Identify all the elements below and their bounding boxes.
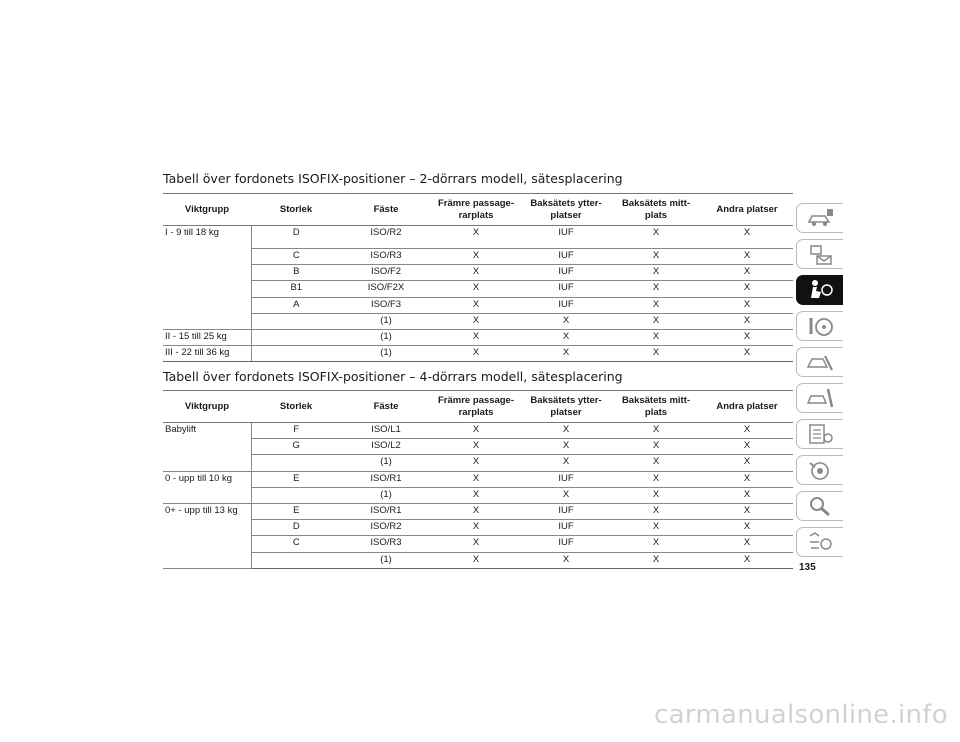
cell-rear-outboard: IUF <box>521 226 611 249</box>
chapter-tabs <box>796 203 844 563</box>
cell-fixture: ISO/F2 <box>341 265 431 281</box>
cell-size: E <box>251 503 341 519</box>
table-row <box>163 439 793 455</box>
chapter-tab[interactable] <box>796 203 843 233</box>
cell-fixture: ISO/R2 <box>341 226 431 249</box>
cell-rear-outboard: X <box>521 439 611 455</box>
cell-front-passenger: X <box>431 313 521 329</box>
cell-rear-center: X <box>611 455 701 471</box>
cell-front-passenger: X <box>431 423 521 439</box>
table2-title: Tabell över fordonets ISOFIX-positioner – 4-dörrars modell, sätesplacering <box>163 369 623 384</box>
header-rear-outboard: Baksätets ytter-platser <box>521 391 611 423</box>
table-header-row <box>163 391 793 423</box>
specifications-list-icon <box>805 422 835 446</box>
cell-front-passenger: X <box>431 346 521 362</box>
cell-size: A <box>251 297 341 313</box>
header-front-passenger: Främre passage-rarplats <box>431 391 521 423</box>
header-size: Storlek <box>251 194 341 226</box>
cell-size: F <box>251 423 341 439</box>
table-row <box>163 281 793 297</box>
page-number: 135 <box>799 562 816 573</box>
table-row <box>163 455 793 471</box>
cell-rear-outboard: IUF <box>521 297 611 313</box>
chapter-tab-active[interactable] <box>796 275 843 305</box>
car-service-icon <box>805 386 835 410</box>
cell-other-seats: X <box>701 249 793 265</box>
cell-rear-center: X <box>611 265 701 281</box>
car-crash-icon <box>805 350 835 374</box>
cell-front-passenger: X <box>431 329 521 345</box>
cell-fixture: (1) <box>341 329 431 345</box>
cell-fixture: ISO/R1 <box>341 471 431 487</box>
language-index-icon <box>805 530 835 554</box>
header-weight-group: Viktgrupp <box>163 391 251 423</box>
cell-front-passenger: X <box>431 536 521 552</box>
cell-rear-center: X <box>611 297 701 313</box>
cell-rear-center: X <box>611 439 701 455</box>
cell-fixture: ISO/R1 <box>341 503 431 519</box>
cell-weight-group: 0+ - upp till 13 kg <box>163 503 251 568</box>
header-weight-group: Viktgrupp <box>163 194 251 226</box>
header-front-passenger: Främre passage-rarplats <box>431 194 521 226</box>
chapter-tab[interactable] <box>796 311 843 341</box>
cell-rear-outboard: IUF <box>521 503 611 519</box>
cell-rear-center: X <box>611 329 701 345</box>
cell-other-seats: X <box>701 329 793 345</box>
cell-fixture: ISO/L1 <box>341 423 431 439</box>
table-row <box>163 313 793 329</box>
cell-fixture: ISO/F3 <box>341 297 431 313</box>
cell-front-passenger: X <box>431 487 521 503</box>
table1-title: Tabell över fordonets ISOFIX-positioner – 2-dörrars modell, sätesplacering <box>163 171 623 186</box>
cell-rear-center: X <box>611 503 701 519</box>
cell-front-passenger: X <box>431 281 521 297</box>
airbag-seat-icon <box>805 278 835 302</box>
cell-rear-outboard: X <box>521 455 611 471</box>
cell-rear-outboard: IUF <box>521 471 611 487</box>
cell-other-seats: X <box>701 471 793 487</box>
cell-size: E <box>251 471 341 487</box>
cell-rear-center: X <box>611 313 701 329</box>
cell-size <box>251 346 341 362</box>
chapter-tab[interactable] <box>796 347 843 377</box>
cell-front-passenger: X <box>431 265 521 281</box>
cell-size <box>251 487 341 503</box>
table-header-row <box>163 194 793 226</box>
cell-rear-center: X <box>611 249 701 265</box>
cell-fixture: (1) <box>341 487 431 503</box>
cell-size: G <box>251 439 341 455</box>
cell-fixture: ISO/R3 <box>341 536 431 552</box>
header-rear-center: Baksätets mitt-plats <box>611 194 701 226</box>
cell-other-seats: X <box>701 265 793 281</box>
cell-front-passenger: X <box>431 455 521 471</box>
cell-rear-center: X <box>611 226 701 249</box>
cell-rear-outboard: IUF <box>521 520 611 536</box>
isofix-table-2-door <box>163 193 793 362</box>
table-row <box>163 536 793 552</box>
cell-front-passenger: X <box>431 471 521 487</box>
cell-weight-group: III - 22 till 36 kg <box>163 346 251 362</box>
cell-fixture: (1) <box>341 552 431 568</box>
cell-size <box>251 455 341 471</box>
cell-rear-center: X <box>611 423 701 439</box>
car-info-icon <box>805 206 835 230</box>
cell-other-seats: X <box>701 297 793 313</box>
header-fixture: Fäste <box>341 391 431 423</box>
cell-other-seats: X <box>701 281 793 297</box>
cell-front-passenger: X <box>431 552 521 568</box>
chapter-tab[interactable] <box>796 455 843 485</box>
header-rear-center: Baksätets mitt-plats <box>611 391 701 423</box>
multimedia-icon <box>805 458 835 482</box>
table-row <box>163 503 793 519</box>
cell-rear-center: X <box>611 520 701 536</box>
table-row <box>163 346 793 362</box>
chapter-tab[interactable] <box>796 419 843 449</box>
table-row <box>163 265 793 281</box>
cell-rear-center: X <box>611 536 701 552</box>
cell-rear-center: X <box>611 552 701 568</box>
cell-fixture: ISO/R3 <box>341 249 431 265</box>
cell-size <box>251 313 341 329</box>
cell-other-seats: X <box>701 226 793 249</box>
cell-rear-center: X <box>611 471 701 487</box>
table-row <box>163 423 793 439</box>
header-fixture: Fäste <box>341 194 431 226</box>
header-size: Storlek <box>251 391 341 423</box>
cell-fixture: (1) <box>341 346 431 362</box>
cell-weight-group: 0 - upp till 10 kg <box>163 471 251 503</box>
cell-other-seats: X <box>701 455 793 471</box>
table1-body <box>163 226 793 362</box>
table2-body <box>163 423 793 569</box>
cell-rear-center: X <box>611 281 701 297</box>
table-row <box>163 487 793 503</box>
cell-rear-outboard: X <box>521 346 611 362</box>
table-row <box>163 297 793 313</box>
warning-light-icon <box>805 242 835 266</box>
cell-rear-outboard: X <box>521 423 611 439</box>
isofix-table-4-door <box>163 390 793 569</box>
cell-other-seats: X <box>701 536 793 552</box>
cell-other-seats: X <box>701 503 793 519</box>
cell-rear-outboard: IUF <box>521 281 611 297</box>
cell-size: C <box>251 536 341 552</box>
cell-fixture: ISO/F2X <box>341 281 431 297</box>
table-row <box>163 249 793 265</box>
chapter-tab[interactable] <box>796 491 843 521</box>
cell-other-seats: X <box>701 439 793 455</box>
cell-other-seats: X <box>701 313 793 329</box>
table-row <box>163 520 793 536</box>
table-row <box>163 471 793 487</box>
chapter-tab[interactable] <box>796 239 843 269</box>
table-row <box>163 329 793 345</box>
cell-rear-outboard: IUF <box>521 249 611 265</box>
chapter-tab[interactable] <box>796 527 843 557</box>
cell-size: B1 <box>251 281 341 297</box>
table-row <box>163 552 793 568</box>
cell-weight-group: II - 15 till 25 kg <box>163 329 251 345</box>
cell-front-passenger: X <box>431 520 521 536</box>
cell-other-seats: X <box>701 346 793 362</box>
cell-weight-group: Babylift <box>163 423 251 472</box>
cell-size: D <box>251 520 341 536</box>
cell-rear-outboard: IUF <box>521 265 611 281</box>
search-icon <box>805 494 835 518</box>
cell-other-seats: X <box>701 552 793 568</box>
cell-fixture: (1) <box>341 455 431 471</box>
header-other-seats: Andra platser <box>701 391 793 423</box>
cell-size: B <box>251 265 341 281</box>
header-rear-outboard: Baksätets ytter-platser <box>521 194 611 226</box>
cell-other-seats: X <box>701 423 793 439</box>
cell-size: D <box>251 226 341 249</box>
cell-rear-outboard: IUF <box>521 536 611 552</box>
cell-other-seats: X <box>701 487 793 503</box>
cell-other-seats: X <box>701 520 793 536</box>
cell-fixture: ISO/R2 <box>341 520 431 536</box>
cell-front-passenger: X <box>431 297 521 313</box>
cell-front-passenger: X <box>431 249 521 265</box>
steering-wheel-icon <box>805 314 835 338</box>
cell-fixture: ISO/L2 <box>341 439 431 455</box>
cell-rear-center: X <box>611 346 701 362</box>
cell-rear-outboard: X <box>521 552 611 568</box>
cell-weight-group: I - 9 till 18 kg <box>163 226 251 330</box>
cell-fixture: (1) <box>341 313 431 329</box>
cell-front-passenger: X <box>431 439 521 455</box>
cell-size: C <box>251 249 341 265</box>
cell-rear-outboard: X <box>521 329 611 345</box>
chapter-tab[interactable] <box>796 383 843 413</box>
cell-size <box>251 552 341 568</box>
cell-rear-center: X <box>611 487 701 503</box>
cell-size <box>251 329 341 345</box>
header-other-seats: Andra platser <box>701 194 793 226</box>
cell-rear-outboard: X <box>521 487 611 503</box>
table-row <box>163 226 793 249</box>
cell-rear-outboard: X <box>521 313 611 329</box>
watermark: carmanualsonline.info <box>653 700 948 730</box>
cell-front-passenger: X <box>431 503 521 519</box>
cell-front-passenger: X <box>431 226 521 249</box>
